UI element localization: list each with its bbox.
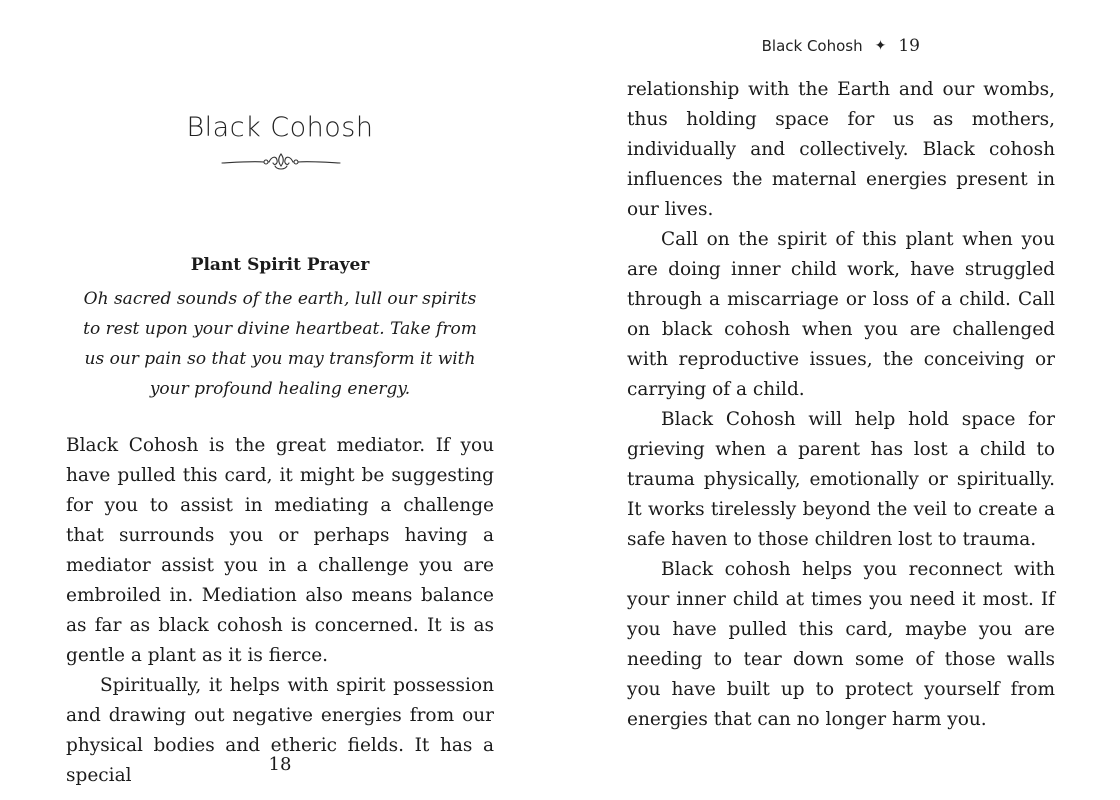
running-head [762, 36, 920, 56]
page-number: 19 [898, 36, 920, 56]
paragraph: Black Cohosh is the great mediator. If you have pulled this card, it might be suggesting for you to assist in mediating a challenge that surrounds you or perhaps having a mediator assist you in a challenge you are embroiled in. Mediation also means balance as far as black cohosh is concerned. It is as gentle a plant as it is fierce. [66, 435, 494, 666]
chapter-title: Black Cohosh [186, 112, 374, 143]
running-head-title: Black Cohosh [761, 37, 863, 55]
right-body-text [627, 75, 1055, 735]
left-body-text [66, 431, 494, 791]
paragraph: Black cohosh helps you reconnect with your inner child at times you need it most. If you have pulled this card, maybe you are needing to tear down some of those walls you have built up to protect yourself from energies that can no longer harm you. [627, 559, 1055, 730]
paragraph: Call on the spirit of this plant when you are doing inner child work, have struggled through a miscarriage or loss of a child. Call on black cohosh when you are challenged with reproductive issues, the conceiving or carrying of a child. [627, 229, 1055, 400]
paragraph: Black Cohosh will help hold space for grieving when a parent has lost a child to trauma physically, emotionally or spiritually. It works tirelessly beyond the veil to create a safe haven to those children lost to trauma. [627, 409, 1055, 550]
flourish-ornament-icon [220, 150, 342, 174]
prayer-text: Oh sacred sounds of the earth, lull our spirits to rest upon your divine heartbeat. Take from us our pain so that you may transform it with your profound healing energy. [83, 289, 477, 399]
paragraph: relationship with the Earth and our wombs, thus holding space for us as mothers, individually and collectively. Black cohosh influences the maternal energies present in our lives. [627, 79, 1055, 220]
star-separator-icon: ✦ [874, 38, 887, 54]
right-page [560, 0, 1120, 800]
paragraph: Spiritually, it helps with spirit possession and drawing out negative energies from our physical bodies and etheric fields. It has a special [66, 675, 494, 786]
prayer-heading: Plant Spirit Prayer [190, 255, 370, 275]
page-number: 18 [268, 754, 292, 775]
